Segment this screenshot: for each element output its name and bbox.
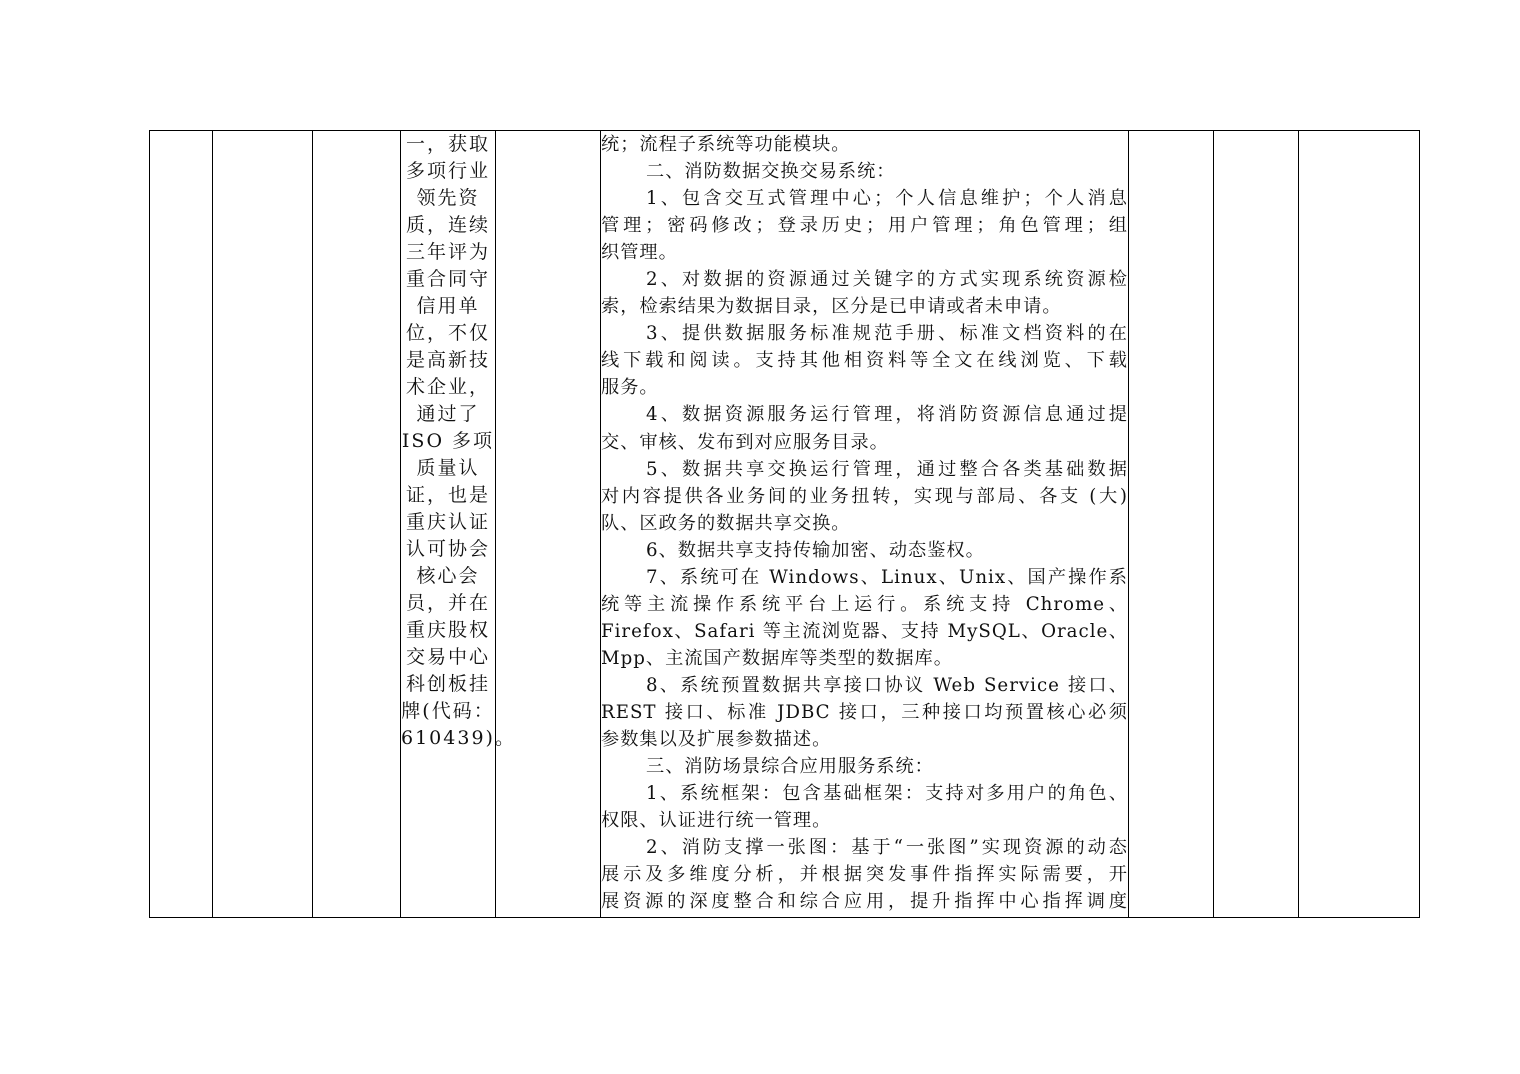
qualification-line: 位，不仅 [405,322,490,344]
table-cell-col2 [213,131,313,918]
spec-line: 展示及多维度分析，并根据突发事件指挥实际需要，开 [601,864,1128,886]
spec-line: 统等主流操作系统平台上运行。系统支持 Chrome、 [601,593,1128,615]
spec-line: Mpp、主流国产数据库等类型的数据库。 [601,647,953,669]
qualification-line: 核心会 [416,565,480,587]
table-cell-col9 [1299,131,1420,918]
spec-line: 7、系统可在 Windows、Linux、Unix、国产操作系 [646,566,1128,588]
qualification-line: 重庆股权 [405,619,490,641]
qualification-line: 证，也是 [405,484,490,506]
spec-line: 5、数据共享交换运行管理，通过整合各类基础数据 [646,458,1128,480]
qualification-line: 质，连续 [405,214,490,236]
qualification-line: 通过了 [416,403,480,425]
qualification-line: 重庆认证 [405,511,490,533]
qualification-line: 多项行业 [405,160,490,182]
spec-line: 交、审核、发布到对应服务目录。 [601,431,889,453]
spec-line: 权限、认证进行统一管理。 [601,810,832,832]
qualification-line: 员，并在 [405,592,490,614]
qualification-line: 三年评为 [405,241,490,263]
procurement-table [149,130,1420,918]
qualification-line: ISO 多项 [401,430,495,452]
spec-line: 8、系统预置数据共享接口协议 Web Service 接口、 [646,674,1128,696]
spec-line: 三、消防场景综合应用服务系统： [646,756,934,778]
table-cell-col3 [313,131,401,918]
spec-line: 4、数据资源服务运行管理，将消防资源信息通过提 [646,404,1128,426]
spec-line: 线下载和阅读。支持其他相资料等全文在线浏览、下载 [601,350,1128,372]
qualification-line: 领先资 [416,187,480,209]
qualification-line: 一，获取 [405,133,490,155]
vendor-qualification-text [401,131,516,752]
spec-line: 队、区政务的数据共享交换。 [601,512,851,534]
table-cell-col7 [1129,131,1214,918]
spec-line: 管理；密码修改；登录历史；用户管理；角色管理；组 [601,215,1128,237]
spec-line: 3、提供数据服务标准规范手册、标准文档资料的在 [646,323,1128,345]
spec-line: 服务。 [601,377,659,399]
table-cell-col1 [150,131,213,918]
qualification-line: 科创板挂 [405,673,490,695]
table-row [150,131,1420,918]
qualification-line: 质量认 [416,457,480,479]
spec-line: 对内容提供各业务间的业务扭转，实现与部局、各支 (大) [601,485,1128,507]
spec-line: 二、消防数据交换交易系统： [646,161,896,183]
spec-line: 织管理。 [601,242,678,264]
spec-line: 1、系统框架：包含基础框架：支持对多用户的角色、 [646,783,1128,805]
spec-line: 2、消防支撑一张图：基于“一张图”实现资源的动态 [646,837,1128,859]
spec-line: 1、包含交互式管理中心；个人信息维护；个人消息 [646,188,1128,210]
vendor-qualification-cell [401,131,516,918]
spec-line: 2、对数据的资源通过关键字的方式实现系统资源检 [646,269,1128,291]
spec-line: REST 接口、标准 JDBC 接口，三种接口均预置核心必须 [601,701,1128,723]
spec-line: 展资源的深度整合和综合应用，提升指挥中心指挥调度 [601,891,1128,913]
qualification-line: 认可协会 [405,538,490,560]
spec-line: Firefox、Safari 等主流浏览器、支持 MySQL、Oracle、 [601,620,1128,642]
qualification-line: 牌(代码： [401,700,495,722]
table-cell-col8 [1214,131,1299,918]
qualification-line: 610439)。 [401,727,516,749]
technical-spec-text [601,131,1128,915]
technical-spec-cell [601,131,1129,918]
spec-line: 6、数据共享支持传输加密、动态鉴权。 [646,539,985,561]
qualification-line: 信用单 [416,295,480,317]
spec-line: 参数集以及扩展参数描述。 [601,729,832,751]
qualification-line: 重合同守 [405,268,490,290]
table-cell-col5 [496,131,601,918]
spec-line: 索，检索结果为数据目录，区分是已申请或者未申请。 [601,296,1062,318]
spec-line: 统；流程子系统等功能模块。 [601,134,851,155]
qualification-line: 交易中心 [405,646,490,668]
qualification-line: 是高新技 [405,349,490,371]
qualification-line: 术企业， [405,376,490,398]
